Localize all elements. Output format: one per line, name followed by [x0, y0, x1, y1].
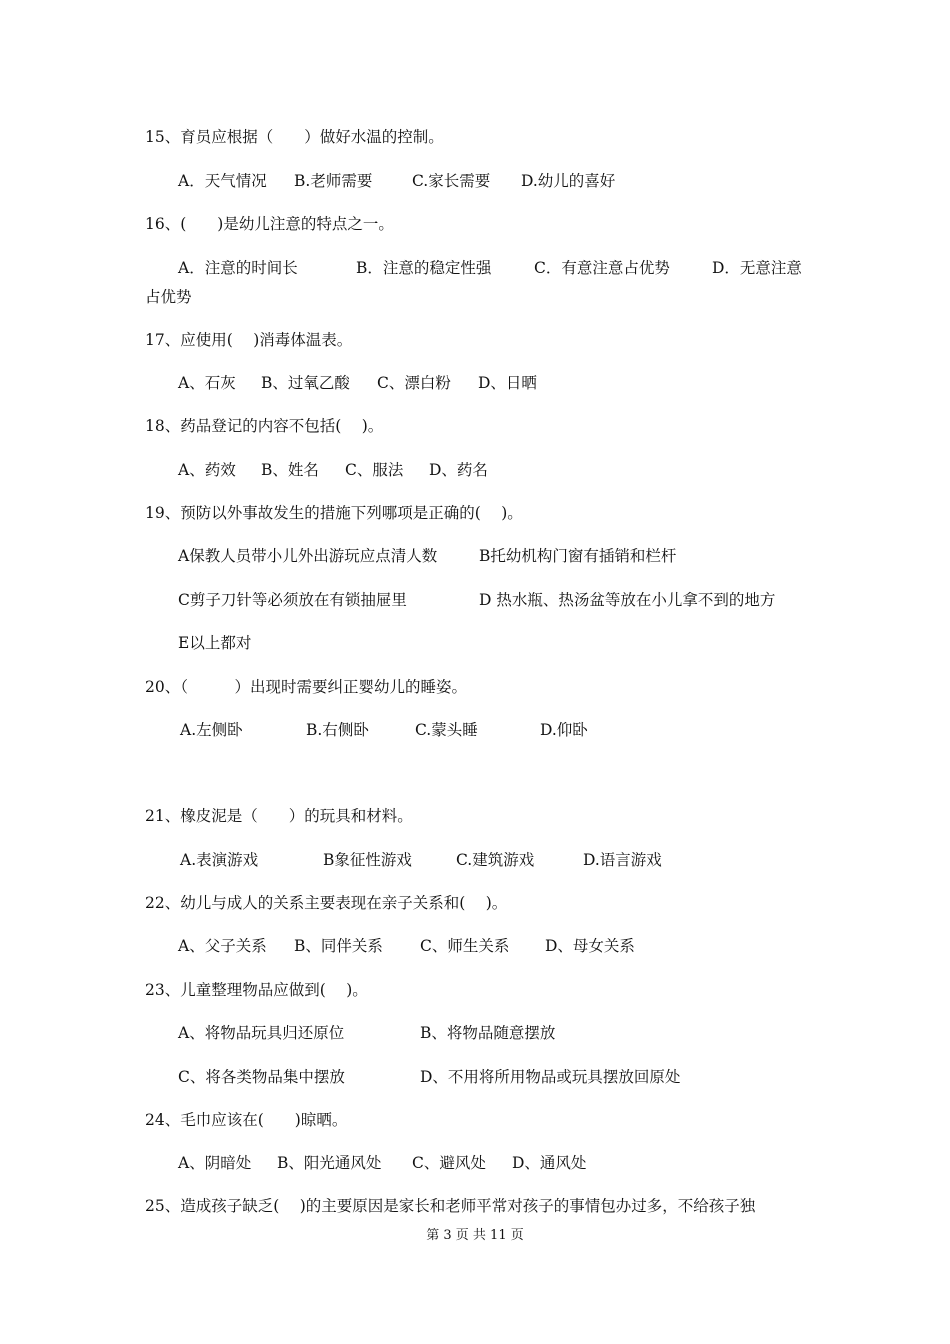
- q21-option-d: D.语言游戏: [583, 851, 662, 869]
- q15-option-d: D.幼儿的喜好: [521, 172, 616, 190]
- q19-option-d: D 热水瓶、热汤盆等放在小儿拿不到的地方: [479, 591, 776, 609]
- q17-option-a: A、石灰: [178, 374, 236, 392]
- q18-option-d: D、药名: [429, 461, 488, 479]
- q20-option-d: D.仰卧: [540, 721, 588, 739]
- q21-option-b: B象征性游戏: [323, 851, 412, 869]
- q20-option-b: B.右侧卧: [306, 721, 369, 739]
- q18-option-b: B、姓名: [261, 461, 319, 479]
- q21-option-a: A.表演游戏: [180, 851, 259, 869]
- q19-option-b: B托幼机构门窗有插销和栏杆: [479, 547, 677, 565]
- q16-option-d: D．无意注意: [712, 259, 802, 277]
- question-15-stem: 15、育员应根据（ ）做好水温的控制。: [145, 128, 444, 146]
- q15-option-b: B.老师需要: [294, 172, 373, 190]
- q18-option-a: A、药效: [178, 461, 236, 479]
- question-18-stem: 18、药品登记的内容不包括( )。: [145, 417, 384, 435]
- page-footer: 第 3 页 共 11 页: [426, 1228, 524, 1243]
- q22-option-b: B、同伴关系: [294, 937, 383, 955]
- question-17-stem: 17、应使用( )消毒体温表。: [145, 331, 353, 349]
- q15-option-a: A．天气情况: [178, 172, 267, 190]
- question-19-stem: 19、预防以外事故发生的措施下列哪项是正确的( )。: [145, 504, 523, 522]
- q23-option-b: B、将物品随意摆放: [420, 1024, 556, 1042]
- question-23-stem: 23、儿童整理物品应做到( )。: [145, 981, 368, 999]
- q24-option-c: C、避风处: [412, 1154, 486, 1172]
- question-24-stem: 24、毛巾应该在( )晾晒。: [145, 1111, 348, 1129]
- q24-option-d: D、通风处: [512, 1154, 587, 1172]
- q24-option-b: B、阳光通风处: [277, 1154, 382, 1172]
- q22-option-c: C、师生关系: [420, 937, 510, 955]
- q20-option-c: C.蒙头睡: [415, 721, 478, 739]
- q18-option-c: C、服法: [345, 461, 404, 479]
- q19-option-a: A保教人员带小儿外出游玩应点清人数: [178, 547, 438, 565]
- q22-option-a: A、父子关系: [178, 937, 267, 955]
- question-16-stem: 16、( )是幼儿注意的特点之一。: [145, 215, 394, 233]
- question-25-stem: 25、造成孩子缺乏( )的主要原因是家长和老师平常对孩子的事情包办过多，不给孩子独: [145, 1197, 756, 1215]
- q24-option-a: A、阴暗处: [178, 1154, 252, 1172]
- q19-option-c: C剪子刀针等必须放在有锁抽屉里: [178, 591, 407, 609]
- q17-option-c: C、漂白粉: [377, 374, 451, 392]
- q15-option-c: C.家长需要: [412, 172, 491, 190]
- question-20-stem: 20、（ ）出现时需要纠正婴幼儿的睡姿。: [145, 678, 467, 696]
- q23-option-a: A、将物品玩具归还原位: [178, 1024, 345, 1042]
- q17-option-b: B、过氧乙酸: [261, 374, 350, 392]
- q20-option-a: A.左侧卧: [180, 721, 243, 739]
- q23-option-c: C、将各类物品集中摆放: [178, 1068, 345, 1086]
- question-21-stem: 21、橡皮泥是（ ）的玩具和材料。: [145, 807, 413, 825]
- q17-option-d: D、日晒: [478, 374, 537, 392]
- question-22-stem: 22、幼儿与成人的关系主要表现在亲子关系和( )。: [145, 894, 508, 912]
- q21-option-c: C.建筑游戏: [456, 851, 535, 869]
- q16-option-a: A．注意的时间长: [178, 259, 298, 277]
- q23-option-d: D、不用将所用物品或玩具摆放回原处: [420, 1068, 681, 1086]
- q16-option-c: C．有意注意占优势: [534, 259, 670, 277]
- q16-option-d-continuation: 占优势: [145, 288, 192, 306]
- q19-option-e: E以上都对: [178, 634, 252, 652]
- q16-option-b: B．注意的稳定性强: [356, 259, 492, 277]
- q22-option-d: D、母女关系: [545, 937, 635, 955]
